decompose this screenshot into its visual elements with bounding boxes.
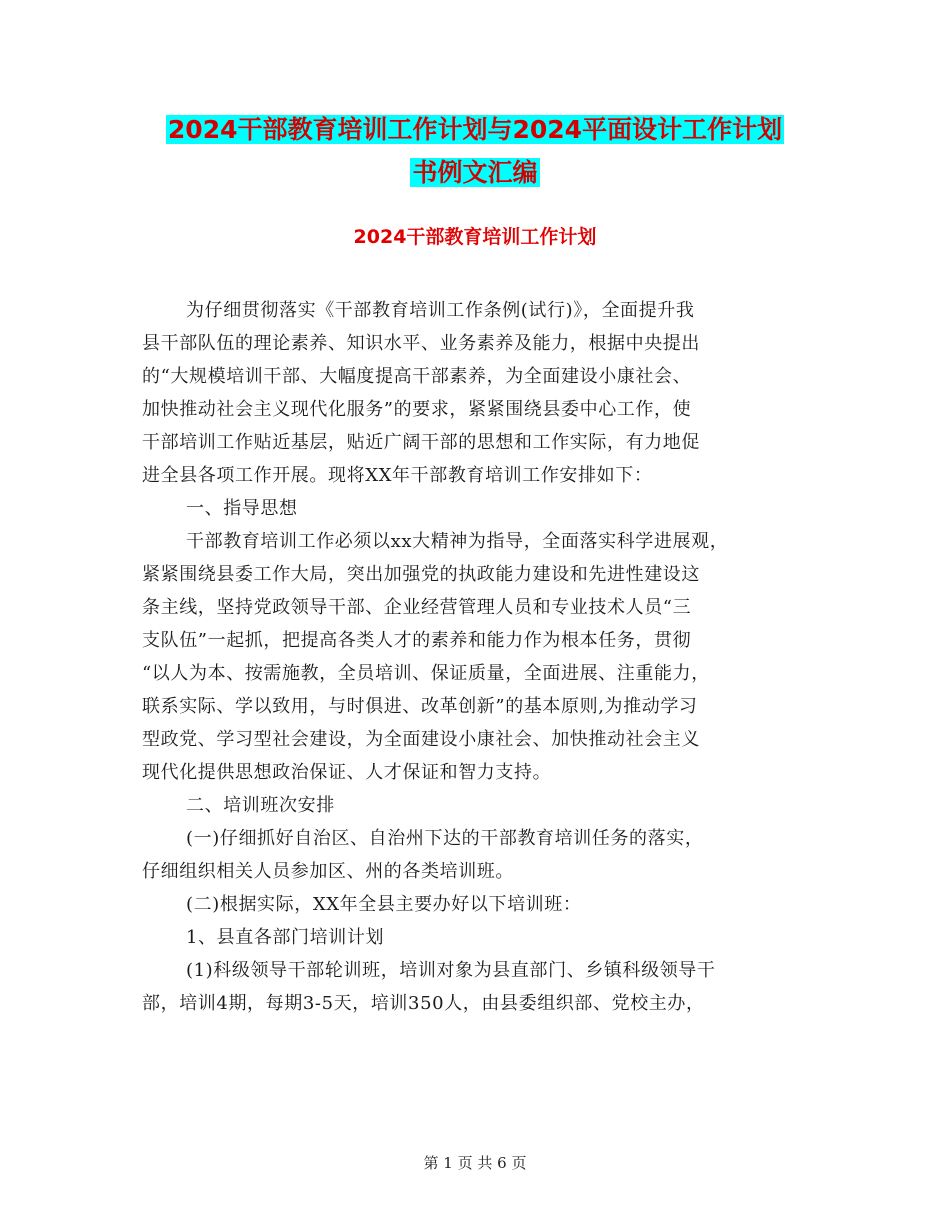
- document-title-text-2: 书例文汇编: [412, 158, 538, 187]
- text-line: 干部培训工作贴近基层，贴近广阔干部的思想和工作实际，有力地促: [142, 432, 700, 453]
- text-line: (二)根据实际，XX年全县主要办好以下培训班：: [186, 894, 582, 915]
- heading-guiding-ideology: 一、指导思想: [186, 498, 298, 519]
- text-line: 为仔细贯彻落实《干部教育培训工作条例(试行)》，全面提升我: [186, 300, 695, 321]
- text-line: 紧紧围绕县委工作大局，突出加强党的执政能力建设和先进性建设这: [142, 564, 700, 585]
- text-line: (一)仔细抓好自治区、自治州下达的干部教育培训任务的落实，: [186, 828, 704, 849]
- text-line: 的“大规模培训干部、大幅度提高干部素养，为全面建设小康社会、: [142, 366, 692, 387]
- text-line: 联系实际、学以致用，与时俱进、改革创新”的基本原则,为推动学习: [142, 696, 698, 717]
- text-line: 支队伍”一起抓，把提高各类人才的素养和能力作为根本任务，贯彻: [142, 630, 692, 651]
- text-line: 干部教育培训工作必须以xx大精神为指导，全面落实科学进展观，: [186, 531, 729, 552]
- text-line: 县干部队伍的理论素养、知识水平、业务素养及能力，根据中央提出: [142, 333, 700, 354]
- document-title-line-1: [0, 113, 950, 147]
- page-footer: 第 1 页 共 6 页: [423, 1154, 527, 1172]
- text-line: 仔细组织相关人员参加区、州的各类培训班。: [142, 861, 514, 882]
- document-title-line-2: [0, 156, 950, 190]
- text-line: 条主线，坚持党政领导干部、企业经营管理人员和专业技术人员“三: [142, 597, 692, 618]
- text-line: “以人为本、按需施教，全员培训、保证质量，全面进展、注重能力，: [142, 663, 710, 684]
- body-text: [142, 294, 822, 1020]
- text-line: 进全县各项工作开展。现将XX年干部教育培训工作安排如下：: [142, 465, 653, 486]
- text-line: 1、县直各部门培训计划: [186, 927, 385, 948]
- heading-training-schedule: 二、培训班次安排: [186, 795, 335, 816]
- text-line: 部，培训4期，每期3-5天，培训350人，由县委组织部、党校主办，: [142, 993, 705, 1014]
- text-line: 加快推动社会主义现代化服务”的要求，紧紧围绕县委中心工作，使: [142, 399, 692, 420]
- text-line: 现代化提供思想政治保证、人才保证和智力支持。: [142, 762, 552, 783]
- document-title-text-1: 2024干部教育培训工作计划与2024平面设计工作计划: [167, 115, 783, 144]
- text-line: 型政党、学习型社会建设，为全面建设小康社会、加快推动社会主义: [142, 729, 700, 750]
- section-title: 2024干部教育培训工作计划: [353, 226, 597, 248]
- text-line: (1)科级领导干部轮训班，培训对象为县直部门、乡镇科级领导干: [186, 960, 716, 981]
